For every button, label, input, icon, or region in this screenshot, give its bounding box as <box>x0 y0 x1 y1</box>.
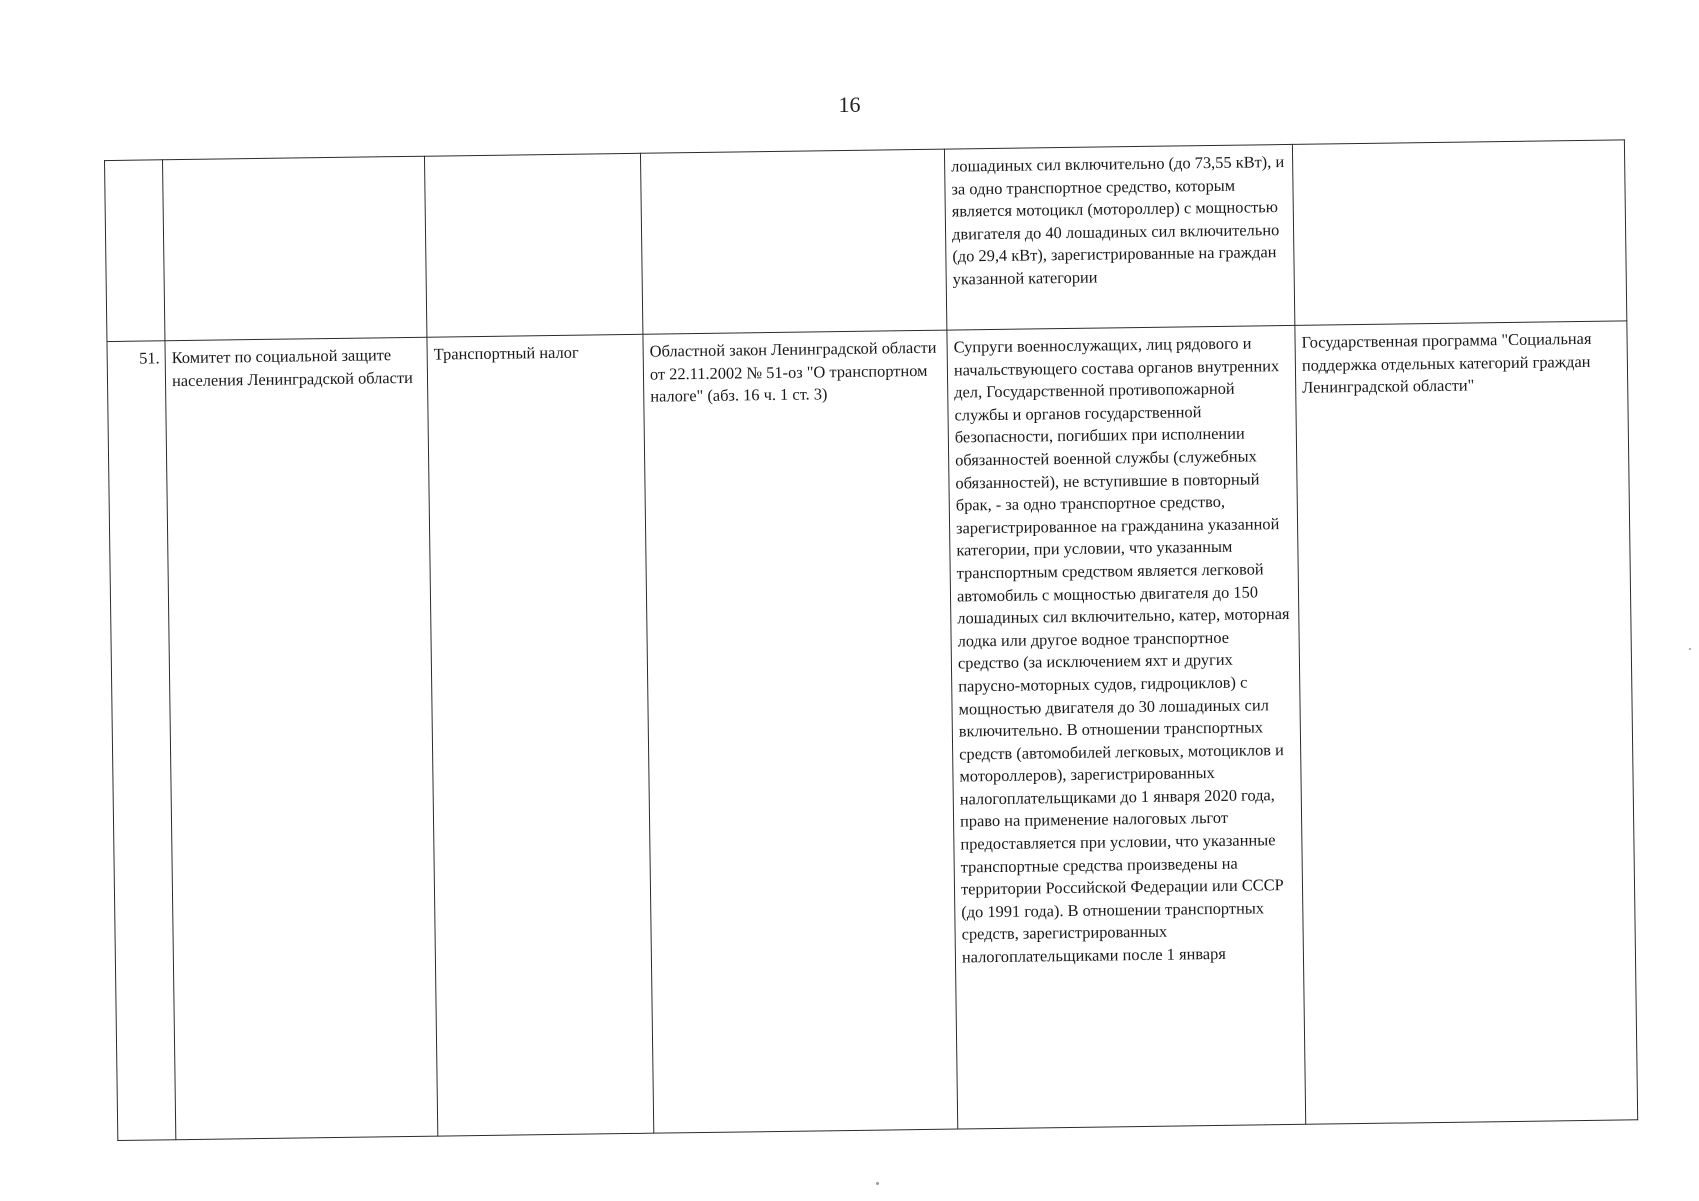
cell-law: Областной закон Ленинградской области от 22.11.2002 № 51-оз "О транспортном налоге" (абз. 16 ч. 1 ст. 3) <box>643 330 958 1133</box>
cell-categories: лошадиных сил включительно (до 73,55 кВт), и за одно транспортное средство, которым является мотоцикл (мотороллер) с мощностью двигателя до 40 лошадиных сил включительно (до 29,4 кВт), зарегистрированные на граждан указанной категории <box>944 144 1294 330</box>
benefits-table <box>104 139 1638 1141</box>
scan-speck <box>876 1182 879 1185</box>
page-number: 16 <box>838 92 861 117</box>
cell-categories: Супруги военнослужащих, лиц рядового и начальствующего состава органов внутренних дел, Государственной противопожарной службы и органов государственной безопасности, погибших при исполнении обязанностей военной службы (служебных обязанностей), не вступившие в повторный брак, - за одно транспортное средство, зарегистрированное на гражданина указанной категории, при условии, что указанным транспортным средством является легковой автомобиль с мощностью двигателя до 150 лошадиных сил включительно, катер, моторная лодка или другое водное транспортное средство (за исключением яхт и других парусно-моторных судов, гидроциклов) с мощностью двигателя до 30 лошадиных сил включительно. В отношении транспортных средств (автомобилей легковых, мотоциклов и мотороллеров), зарегистрированных налогоплательщиками до 1 января 2020 года, право на применение налоговых льгот предоставляется при условии, что указанные транспортные средства произведены на территории Российской Федерации или СССР (до 1991 года). В отношении транспортных средств, зарегистрированных налогоплательщиками после 1 января <box>947 325 1306 1129</box>
cell-tax: Транспортный налог <box>427 334 654 1136</box>
scan-speck <box>1689 648 1691 650</box>
table-row-continuation <box>105 140 1627 342</box>
cell-number: 51. <box>107 341 176 1141</box>
cell-tax <box>424 153 642 337</box>
cell-program: Государственная программа "Социальная поддержка отдельных категорий граждан Ленинградской области" <box>1295 321 1638 1124</box>
cell-number <box>105 160 165 342</box>
cell-law <box>640 149 946 334</box>
table-row-51 <box>107 321 1638 1141</box>
cell-organization: Комитет по социальной защите населения Ленинградской области <box>165 337 438 1139</box>
cell-organization <box>163 156 427 341</box>
cell-program <box>1292 140 1626 326</box>
